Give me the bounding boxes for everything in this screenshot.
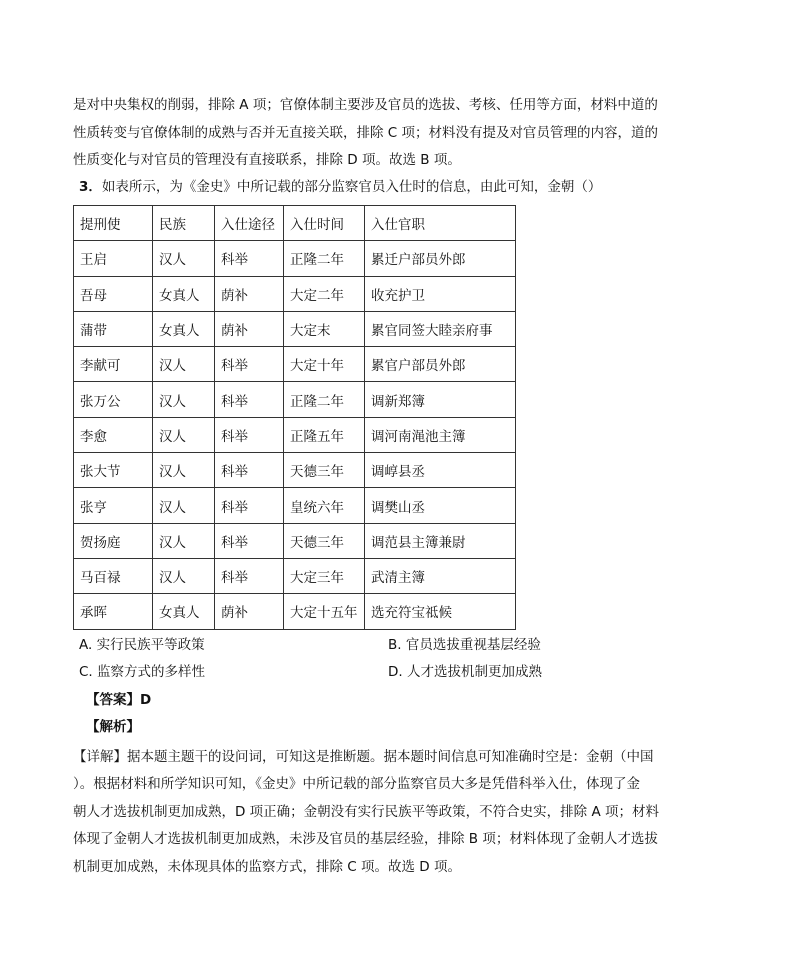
table-cell: 荫补 (215, 276, 284, 311)
table-cell: 大定十年 (284, 347, 365, 382)
table-cell: 汉人 (153, 523, 215, 558)
table-cell: 汉人 (153, 453, 215, 488)
question-text: 如表所示，为《金史》中所记载的部分监察官员入仕时的信息，由此可知，金朝（） (101, 179, 602, 195)
table-cell: 天德三年 (284, 453, 365, 488)
table-cell: 李献可 (74, 347, 153, 382)
option-d: D. 人才选拔机制更加成熟 (388, 664, 542, 680)
table-row (74, 241, 516, 276)
table-cell: 正隆二年 (284, 382, 365, 417)
table-cell: 大定末 (284, 311, 365, 346)
option-b: B. 官员选拔重视基层经验 (388, 637, 541, 653)
table-cell: 马百禄 (74, 558, 153, 593)
table-cell: 累迁户部员外郎 (365, 241, 516, 276)
table-cell: 贺扬庭 (74, 523, 153, 558)
table-cell: 调崞县丞 (365, 453, 516, 488)
table-cell: 调樊山丞 (365, 488, 516, 523)
table-header-cell: 入仕时间 (284, 206, 365, 241)
analysis-label: 【解析】 (86, 719, 140, 735)
answer-label: 【答案】D (86, 692, 152, 708)
table-cell: 累官同签大睦亲府事 (365, 311, 516, 346)
table-row (74, 311, 516, 346)
table-cell: 科举 (215, 382, 284, 417)
table-cell: 承晖 (74, 594, 153, 629)
table-header-cell: 提刑使 (74, 206, 153, 241)
table-cell: 天德三年 (284, 523, 365, 558)
table-row (74, 523, 516, 558)
table-cell: 武清主簿 (365, 558, 516, 593)
table-cell: 汉人 (153, 417, 215, 452)
detail-line: 体现了金朝人才选拔机制更加成熟，未涉及官员的基层经验，排除 B 项；材料体现了金朝人才选拔 (73, 831, 658, 848)
table-header-cell: 入仕途径 (215, 206, 284, 241)
table-cell: 女真人 (153, 594, 215, 629)
table-cell: 张万公 (74, 382, 153, 417)
table-cell: 选充符宝祗候 (365, 594, 516, 629)
table-cell: 大定三年 (284, 558, 365, 593)
table-cell: 王启 (74, 241, 153, 276)
table-cell: 张大节 (74, 453, 153, 488)
table-cell: 调新郑簿 (365, 382, 516, 417)
question-number: 3． (79, 179, 102, 195)
table-cell: 科举 (215, 523, 284, 558)
table-cell: 科举 (215, 558, 284, 593)
table-cell: 科举 (215, 347, 284, 382)
table-row (74, 594, 516, 629)
table-cell: 女真人 (153, 276, 215, 311)
intro-line: 是对中央集权的削弱，排除 A 项；官僚体制主要涉及官员的选拔、考核、任用等方面，材料中道的 (73, 97, 658, 113)
table-row (74, 382, 516, 417)
table-row (74, 417, 516, 452)
table-cell: 科举 (215, 453, 284, 488)
question-stem (79, 175, 601, 199)
table-cell: 女真人 (153, 311, 215, 346)
table-row (74, 558, 516, 593)
table-cell: 大定十五年 (284, 594, 365, 629)
detail-line: 机制更加成熟，未体现具体的监察方式，排除 C 项。故选 D 项。 (73, 858, 461, 875)
table-cell: 蒲带 (74, 311, 153, 346)
option-c: C. 监察方式的多样性 (79, 664, 206, 680)
table-header-cell: 民族 (153, 206, 215, 241)
table-cell: 李愈 (74, 417, 153, 452)
table-row (74, 453, 516, 488)
table-row (74, 488, 516, 523)
table-row (74, 276, 516, 311)
table-cell: 荫补 (215, 311, 284, 346)
detail-line: ）。根据材料和所学知识可知，《金史》中所记载的部分监察官员大多是凭借科举入仕，体现了金 (73, 776, 640, 793)
table-cell: 荫补 (215, 594, 284, 629)
table-header-cell: 入仕官职 (365, 206, 516, 241)
table-cell: 正隆五年 (284, 417, 365, 452)
table-cell: 汉人 (153, 241, 215, 276)
table-cell: 汉人 (153, 382, 215, 417)
intro-paragraph (73, 92, 721, 175)
table-cell: 调河南渑池主簿 (365, 417, 516, 452)
option-a: A. 实行民族平等政策 (79, 637, 205, 653)
detail-line: 朝人才选拔机制更加成熟，D 项正确；金朝没有实行民族平等政策，不符合史实，排除 A 项；材料 (73, 803, 660, 820)
table-cell: 收充护卫 (365, 276, 516, 311)
official-info-table (73, 205, 516, 630)
table-cell: 科举 (215, 488, 284, 523)
table-cell: 科举 (215, 241, 284, 276)
table-cell: 汉人 (153, 488, 215, 523)
table-cell: 汉人 (153, 558, 215, 593)
intro-line: 性质转变与官僚体制的成熟与否并无直接关联，排除 C 项；材料没有提及对官员管理的内容，道的 (73, 124, 659, 141)
table-cell: 调范县主簿兼尉 (365, 523, 516, 558)
table-row (74, 347, 516, 382)
table-cell: 正隆二年 (284, 241, 365, 276)
intro-line: 性质变化与对官员的管理没有直接联系，排除 D 项。故选 B 项。 (73, 152, 461, 168)
table-cell: 张亨 (74, 488, 153, 523)
table-cell: 累官户部员外郎 (365, 347, 516, 382)
table-header-row (74, 206, 516, 241)
detail-line: 【详解】据本题主题干的设问词，可知这是推断题。据本题时间信息可知准确时空是：金朝（中国 (73, 749, 654, 765)
table-cell: 皇统六年 (284, 488, 365, 523)
table-cell: 汉人 (153, 347, 215, 382)
table-cell: 吾母 (74, 276, 153, 311)
table-cell: 科举 (215, 417, 284, 452)
detail-paragraph (73, 744, 723, 881)
table-cell: 大定二年 (284, 276, 365, 311)
